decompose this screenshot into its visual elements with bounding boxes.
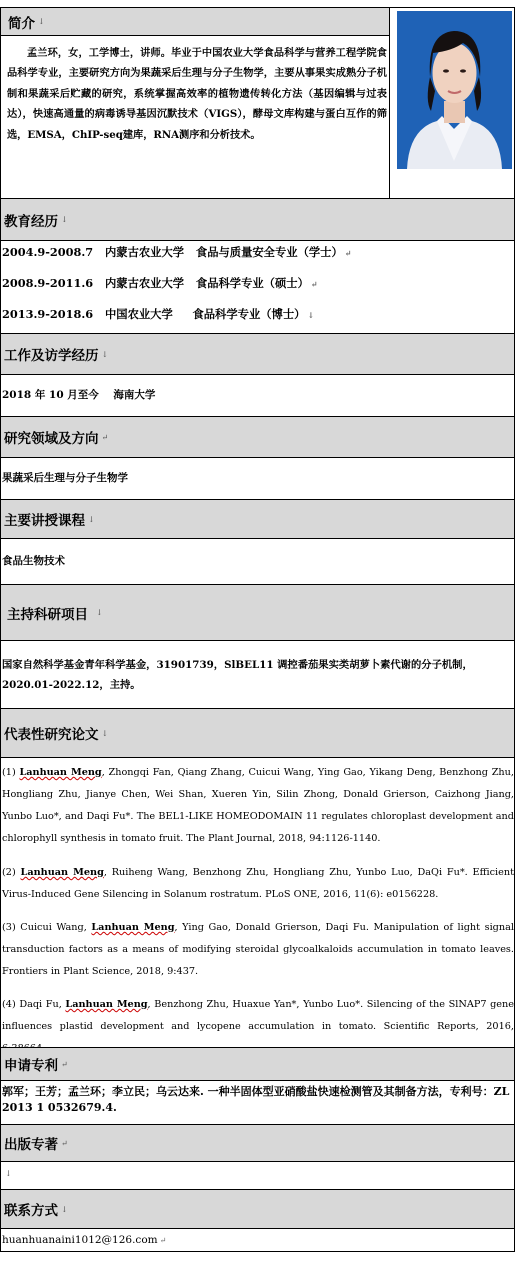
education-period: 2008.9-2011.6 — [2, 276, 94, 290]
paper-highlight-author: Lanhuan Meng — [91, 922, 175, 933]
return-mark: ↵ — [159, 1236, 167, 1245]
books-text — [2, 1166, 512, 1179]
paper-highlight-author: Lanhuan Meng — [65, 999, 148, 1010]
paragraph-mark: ↓ — [96, 608, 103, 617]
courses-text: 食品生物技术 — [2, 555, 65, 567]
paper-item — [2, 762, 514, 850]
education-major: 食品科学专业（博士） — [192, 307, 306, 321]
research-text: 果蔬采后生理与分子生物学 — [2, 472, 128, 484]
work-header — [1, 333, 514, 375]
books-title: 出版专著 — [4, 1137, 58, 1153]
education-school: 内蒙古农业大学 — [104, 245, 185, 259]
projects-text: 国家自然科学基金青年科学基金，31901739，SlBEL11 调控番茄果实类胡萝卜素代谢的分子机制，2020.01-2022.12，主持。 — [2, 659, 473, 691]
contact-email[interactable]: huanhuanaini1012@126.com — [2, 1234, 158, 1246]
paragraph-mark: ↓ — [38, 17, 45, 26]
papers-title: 代表性研究论文 — [4, 727, 99, 743]
education-period: 2004.9-2008.7 — [2, 245, 94, 259]
education-item — [2, 275, 318, 291]
patents-header — [1, 1047, 514, 1081]
intro-section — [1, 8, 389, 198]
education-header — [1, 198, 514, 241]
courses-title: 主要讲授课程 — [4, 513, 85, 529]
education-period: 2013.9-2018.6 — [2, 307, 94, 321]
papers-header — [1, 708, 514, 758]
paper-prefix: (3) Cuicui Wang, — [2, 922, 92, 933]
research-header — [1, 416, 514, 458]
education-major: 食品科学专业（硕士） — [195, 276, 309, 290]
paper-prefix: (2) — [2, 867, 21, 878]
books-header — [1, 1124, 514, 1162]
return-mark: ↵ — [310, 279, 318, 289]
paragraph-mark: ↓ — [101, 349, 109, 359]
education-school: 内蒙古农业大学 — [104, 276, 185, 290]
paragraph-mark: ↓ — [61, 1204, 68, 1214]
paper-item — [2, 917, 514, 983]
education-major: 食品与质量安全专业（学士） — [195, 245, 343, 259]
education-item — [2, 306, 314, 322]
patents-title: 申请专利 — [4, 1058, 58, 1074]
intro-title: 简介 — [8, 15, 35, 32]
return-mark: ↵ — [344, 248, 352, 258]
return-mark: ↓ — [307, 310, 315, 320]
education-item — [2, 244, 351, 260]
contact-line — [2, 1234, 512, 1246]
patents-text: 郭军；王芳；孟兰环；李立民；乌云达来. 一种半固体型亚硝酸盐快速检测管及其制备方法，专利号：ZL 2013 1 0532679.4. — [2, 1085, 510, 1114]
paper-citation: , Ruiheng Wang, Benzhong Zhu, Hongliang Zhu, Yunbo Luo, DaQi Fu*. Efficient Virus-Induced Gene Silencing in Solanum rostratum. PLoS ONE, 2016, 11(6): e0156228. — [2, 867, 514, 900]
paper-highlight-author: Lanhuan Meng — [20, 867, 104, 878]
paper-prefix: (4) Daqi Fu, — [2, 999, 66, 1010]
return-mark: ↵ — [61, 1138, 68, 1148]
education-school: 中国农业大学 — [104, 307, 173, 321]
projects-title: 主持科研项目 — [7, 606, 88, 623]
paragraph-mark: ↓ — [101, 728, 109, 738]
profile-photo — [397, 11, 512, 169]
work-title: 工作及访学经历 — [4, 348, 99, 364]
paper-highlight-author: Lanhuan Meng — [19, 767, 102, 778]
photo-divider — [389, 8, 390, 198]
contact-title: 联系方式 — [4, 1203, 58, 1219]
paragraph-mark: ↓ — [88, 514, 95, 524]
paper-citation: , Zhongqi Fan, Qiang Zhang, Cuicui Wang, Ying Gao, Yikang Deng, Benzhong Zhu, Hongliang Zhu, Jianye Chen, Wei Shan, Xueren Yin, Silin Zhong, Donald Grierson, Caizhong Jiang, Yunbo Luo*, and Daqi Fu*. The BEL1-LIKE HOMEODOMAIN 11 regulates chloroplast development and chlorophyll synthesis in tomato fruit. The Plant Journal, 2018, 94:1126-1140. — [2, 767, 514, 844]
paper-prefix: (1) — [2, 767, 20, 778]
paper-item — [2, 862, 514, 906]
projects-header — [1, 584, 514, 641]
return-mark: ↵ — [101, 432, 109, 442]
paragraph-mark: ↓ — [61, 215, 68, 224]
intro-text: 孟兰环，女，工学博士，讲师。毕业于中国农业大学食品科学与营养工程学院食品科学专业，主要研究方向为果蔬采后生理与分子生物学，主要从事果实成熟分子机制和果蔬采后贮藏的研究，系统掌握高效率的植物遗传转化方法（基因编辑与过表达），快速高通量的病毒诱导基因沉默技术（VIGS），酵母文库构建与蛋白互作的筛选，EMSA，ChIP-seq建库，RNA测序和分析技术。 — [7, 47, 387, 141]
return-mark: ↵ — [61, 1059, 68, 1069]
paper-citation: , Benzhong Zhu, Huaxue Yan*, Yunbo Luo*. Silencing of the SlNAP7 gene influences plastid development and lycopene accumulation in tomato. Scientific Reports, 2016, — [2, 999, 514, 1032]
contact-header — [1, 1189, 514, 1229]
intro-header — [1, 8, 389, 36]
education-title: 教育经历 — [4, 213, 58, 230]
work-text: 2018 年 10 月至今 海南大学 — [2, 389, 156, 401]
research-title: 研究领域及方向 — [4, 431, 99, 447]
courses-header — [1, 499, 514, 539]
paper-citation: , Ying Gao, Donald Grierson, Daqi Fu. Manipulation of light signal transduction factors as a means of modifying steroidal glycoalkaloids accumulation in tomato leaves. Frontiers in Plant Science, 2018, 9:437. — [2, 922, 514, 977]
paragraph-mark: ↓ — [5, 1169, 12, 1178]
